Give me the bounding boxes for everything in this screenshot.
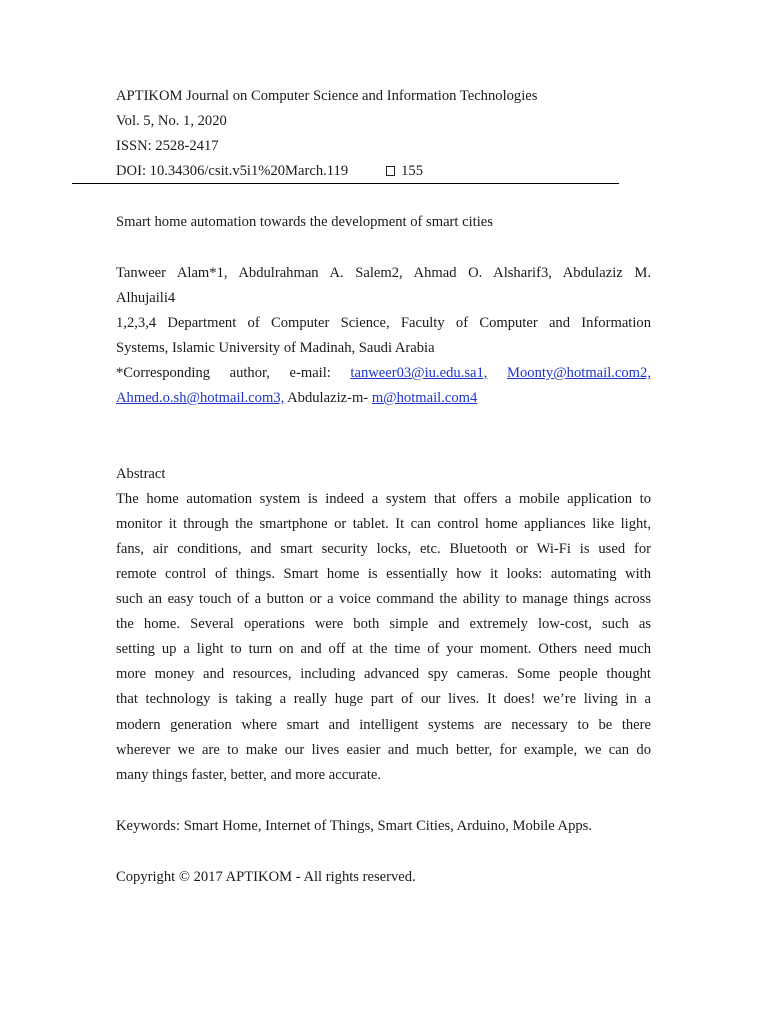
header-rule <box>72 183 619 184</box>
affiliation-line-2: Systems, Islamic University of Madinah, Saudi Arabia <box>116 340 435 356</box>
journal-name: APTIKOM Journal on Computer Science and Information Technologies <box>116 88 538 104</box>
doi-line <box>116 162 423 180</box>
abstract-line: such an easy touch of a button or a voice command the ability to manage things across <box>116 591 651 607</box>
abstract-line: wherever we are to make our lives easier and much better, for example, we can do <box>116 742 651 758</box>
abstract-line: setting up a light to turn on and off at the time of your moment. Others need much <box>116 641 651 657</box>
affiliation-line-1: 1,2,3,4 Department of Computer Science, Faculty of Computer and Information <box>116 315 651 331</box>
authors-line-1: Tanweer Alam*1, Abdulrahman A. Salem2, Ahmad O. Alsharif3, Abdulaziz M. <box>116 265 651 281</box>
abstract-line: The home automation system is indeed a system that offers a mobile application to <box>116 491 651 507</box>
email-link-1[interactable]: tanweer03@iu.edu.sa1, <box>350 365 488 381</box>
abstract-line: monitor it through the smartphone or tablet. It can control home appliances like light, <box>116 516 651 532</box>
paper-title: Smart home automation towards the development of smart cities <box>116 214 493 230</box>
email-link-3[interactable]: Ahmed.o.sh@hotmail.com3, <box>116 390 285 406</box>
corresponding-label: *Corresponding author, e-mail: <box>116 365 331 381</box>
book-icon <box>386 166 395 176</box>
abstract-line: more money and resources, including advanced spy cameras. Some people thought <box>116 666 651 682</box>
abstract-line: modern generation where smart and intelligent systems are necessary to be there <box>116 717 651 733</box>
abstract-line: that technology is taking a really huge part of our lives. It does! we’re living in a <box>116 691 651 707</box>
email-4-prefix: Abdulaziz-m- <box>287 390 369 406</box>
corresponding-line-2 <box>116 389 477 407</box>
abstract-line: the home. Several operations were both simple and extremely low-cost, such as <box>116 616 651 632</box>
abstract-line: remote control of things. Smart home is essentially how it looks: automating with <box>116 566 651 582</box>
abstract-line: many things faster, better, and more accurate. <box>116 767 382 783</box>
page-number: 155 <box>401 163 424 179</box>
authors-line-2: Alhujaili4 <box>116 290 176 306</box>
issn: ISSN: 2528-2417 <box>116 138 219 154</box>
abstract-heading: Abstract <box>116 466 166 482</box>
abstract-line: fans, air conditions, and smart security locks, etc. Bluetooth or Wi-Fi is used for <box>116 541 651 557</box>
email-link-4[interactable]: m@hotmail.com4 <box>371 390 478 406</box>
copyright: Copyright © 2017 APTIKOM - All rights reserved. <box>116 869 416 885</box>
doi: DOI: 10.34306/csit.v5i1%20March.119 <box>116 163 349 179</box>
corresponding-line-1 <box>116 364 651 382</box>
email-link-2[interactable]: Moonty@hotmail.com2, <box>507 365 651 381</box>
keywords: Keywords: Smart Home, Internet of Things, Smart Cities, Arduino, Mobile Apps. <box>116 818 593 834</box>
volume-info: Vol. 5, No. 1, 2020 <box>116 113 227 129</box>
